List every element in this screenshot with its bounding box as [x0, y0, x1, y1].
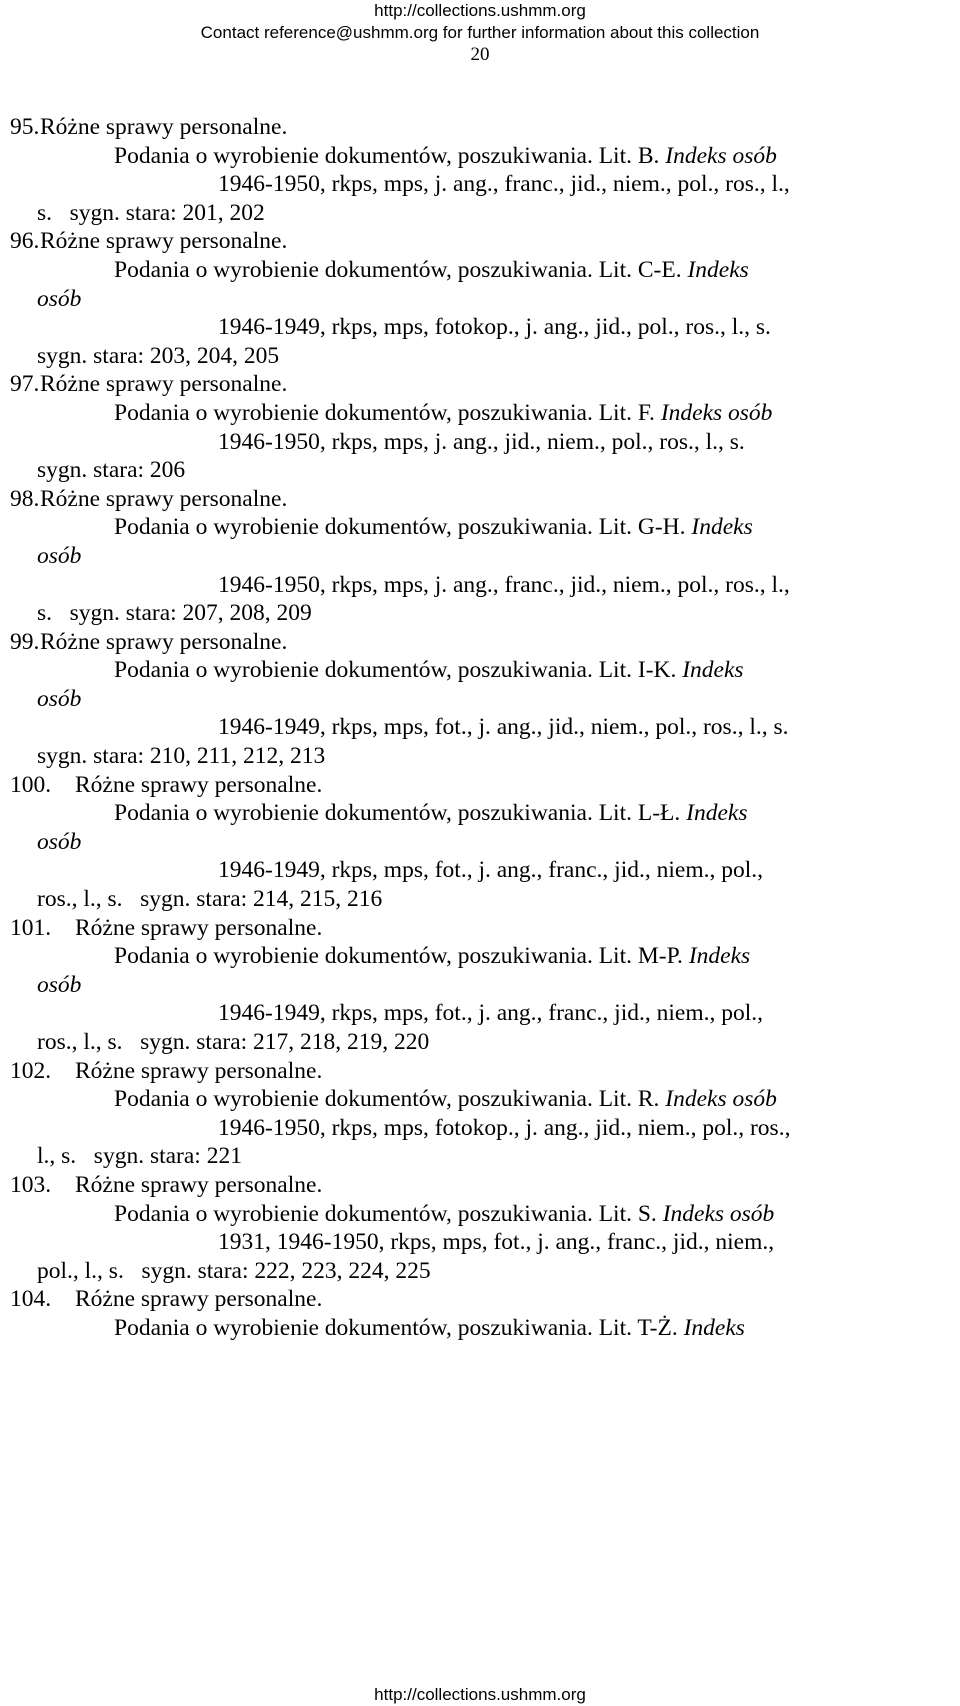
entry-details: 1931, 1946-1950, rkps, mps, fot., j. ang., franc., jid., niem., [218, 1229, 775, 1256]
entry-number: 103. [10, 1171, 52, 1198]
entry-number: 95. [10, 114, 40, 140]
entry-number: 96. [10, 228, 40, 255]
entry-index-label: Indeks [688, 943, 751, 970]
entry-description [10, 513, 955, 542]
footer-url: http://collections.ushmm.org [374, 1685, 586, 1704]
entry-index-label: Indeks osób [665, 142, 777, 169]
entry-details-wrap: ros., l., s. sygn. stara: 214, 215, 216 [37, 886, 383, 913]
entry-index-label-wrap: osób [37, 828, 82, 855]
entry-index-label: Indeks [687, 256, 749, 283]
entry-title: Różne sprawy personalne. [40, 371, 288, 398]
entry-title: Różne sprawy personalne. [75, 914, 323, 941]
entry-details: 1946-1950, rkps, mps, j. ang., franc., jid., niem., pol., ros., l., [218, 171, 790, 198]
entry-title: Różne sprawy personalne. [40, 114, 288, 140]
entry-description [10, 142, 955, 171]
entry-title: Różne sprawy personalne. [75, 1171, 323, 1198]
entry-description-text: Podania o wyrobienie dokumentów, poszukiwania. Lit. L-Ł. [114, 800, 687, 827]
entry-number: 102. [10, 1057, 52, 1084]
entry-index-label: Indeks osób [660, 399, 773, 426]
entry-title: Różne sprawy personalne. [75, 1286, 323, 1313]
entry-title: Różne sprawy personalne. [40, 485, 288, 512]
entry-description [10, 942, 955, 971]
entry-description-text: Podania o wyrobienie dokumentów, poszukiwania. Lit. C-E. [114, 256, 688, 283]
entry-heading [10, 628, 955, 657]
entry-heading [10, 771, 955, 800]
entry-heading [10, 1285, 955, 1314]
page-header [0, 0, 960, 44]
entry-description [10, 399, 955, 428]
entry-heading [10, 113, 955, 142]
entry-description-text: Podania o wyrobienie dokumentów, poszukiwania. Lit. F. [114, 399, 661, 426]
entry-details-wrap: sygn. stara: 206 [37, 457, 186, 484]
entry-index-label: Indeks osób [665, 1086, 777, 1113]
entry-index-label: Indeks [683, 1314, 745, 1341]
entry-description-text: Podania o wyrobienie dokumentów, poszukiwania. Lit. I-K. [114, 657, 683, 684]
entry-details-wrap: ros., l., s. sygn. stara: 217, 218, 219, 220 [37, 1029, 430, 1055]
entry-description [10, 799, 955, 828]
entry-description-text: Podania o wyrobienie dokumentów, poszukiwania. Lit. S. [114, 1200, 663, 1227]
entry-description-text: Podania o wyrobienie dokumentów, poszukiwania. Lit. R. [114, 1086, 666, 1113]
entry-number: 101. [10, 914, 52, 941]
header-url: http://collections.ushmm.org [374, 1, 586, 20]
entry-title: Różne sprawy personalne. [75, 1057, 323, 1084]
entry-heading [10, 370, 955, 399]
entry-description [10, 1200, 955, 1229]
entry-details-wrap: pol., l., s. sygn. stara: 222, 223, 224, 225 [37, 1257, 431, 1284]
entry-heading [10, 1171, 955, 1200]
entry-description [10, 256, 955, 285]
entry-index-label-wrap: osób [37, 971, 82, 998]
entry-details: 1946-1949, rkps, mps, fot., j. ang., jid., niem., pol., ros., l., s. [218, 714, 789, 741]
entry-details-wrap: sygn. stara: 203, 204, 205 [37, 342, 280, 369]
entry-description-text: Podania o wyrobienie dokumentów, poszukiwania. Lit. M-P. [114, 943, 689, 970]
entry-index-label: Indeks [691, 514, 753, 541]
entry-index-label: Indeks [686, 800, 748, 827]
entry-description-text: Podania o wyrobienie dokumentów, poszukiwania. Lit. T-Ż. [114, 1314, 684, 1341]
entry-details: 1946-1949, rkps, mps, fot., j. ang., franc., jid., niem., pol., [218, 857, 763, 884]
entry-description-text: Podania o wyrobienie dokumentów, poszukiwania. Lit. G-H. [114, 514, 692, 541]
page-number: 20 [470, 44, 490, 65]
entry-index-label: Indeks [682, 657, 744, 684]
entry-description-text: Podania o wyrobienie dokumentów, poszukiwania. Lit. B. [114, 142, 666, 169]
entry-heading [10, 914, 955, 943]
entry-index-label-wrap: osób [37, 285, 82, 312]
entry-number: 104. [10, 1286, 52, 1313]
entry-number: 98. [10, 485, 40, 512]
entry-description [10, 656, 955, 685]
entry-details: 1946-1949, rkps, mps, fot., j. ang., franc., jid., niem., pol., [218, 1000, 763, 1027]
entry-details: 1946-1950, rkps, mps, fotokop., j. ang., jid., niem., pol., ros., [218, 1114, 791, 1141]
entry-number: 97. [10, 371, 40, 398]
entry-number: 100. [10, 771, 52, 798]
entry-index-label-wrap: osób [37, 542, 82, 569]
entry-index-label: Indeks osób [662, 1200, 775, 1227]
document-body [10, 113, 955, 1343]
entry-details-wrap: s. sygn. stara: 207, 208, 209 [37, 600, 312, 627]
entry-details-wrap: sygn. stara: 210, 211, 212, 213 [37, 743, 326, 770]
entry-number: 99. [10, 628, 40, 655]
entry-description [10, 1314, 955, 1343]
entry-description [10, 1085, 955, 1114]
entry-title: Różne sprawy personalne. [40, 628, 288, 655]
entry-heading [10, 227, 955, 256]
entry-title: Różne sprawy personalne. [75, 771, 323, 798]
entry-details: 1946-1949, rkps, mps, fotokop., j. ang., jid., pol., ros., l., s. [218, 314, 771, 341]
entry-heading [10, 1057, 955, 1086]
entry-details: 1946-1950, rkps, mps, j. ang., jid., niem., pol., ros., l., s. [218, 428, 745, 455]
entry-title: Różne sprawy personalne. [40, 228, 288, 255]
entry-details-wrap: s. sygn. stara: 201, 202 [37, 199, 265, 226]
header-contact: Contact reference@ushmm.org for further information about this collection [200, 23, 760, 42]
entry-index-label-wrap: osób [37, 685, 82, 712]
entry-details-wrap: l., s. sygn. stara: 221 [37, 1143, 242, 1170]
entry-heading [10, 485, 955, 514]
entry-details: 1946-1950, rkps, mps, j. ang., franc., jid., niem., pol., ros., l., [218, 571, 790, 598]
